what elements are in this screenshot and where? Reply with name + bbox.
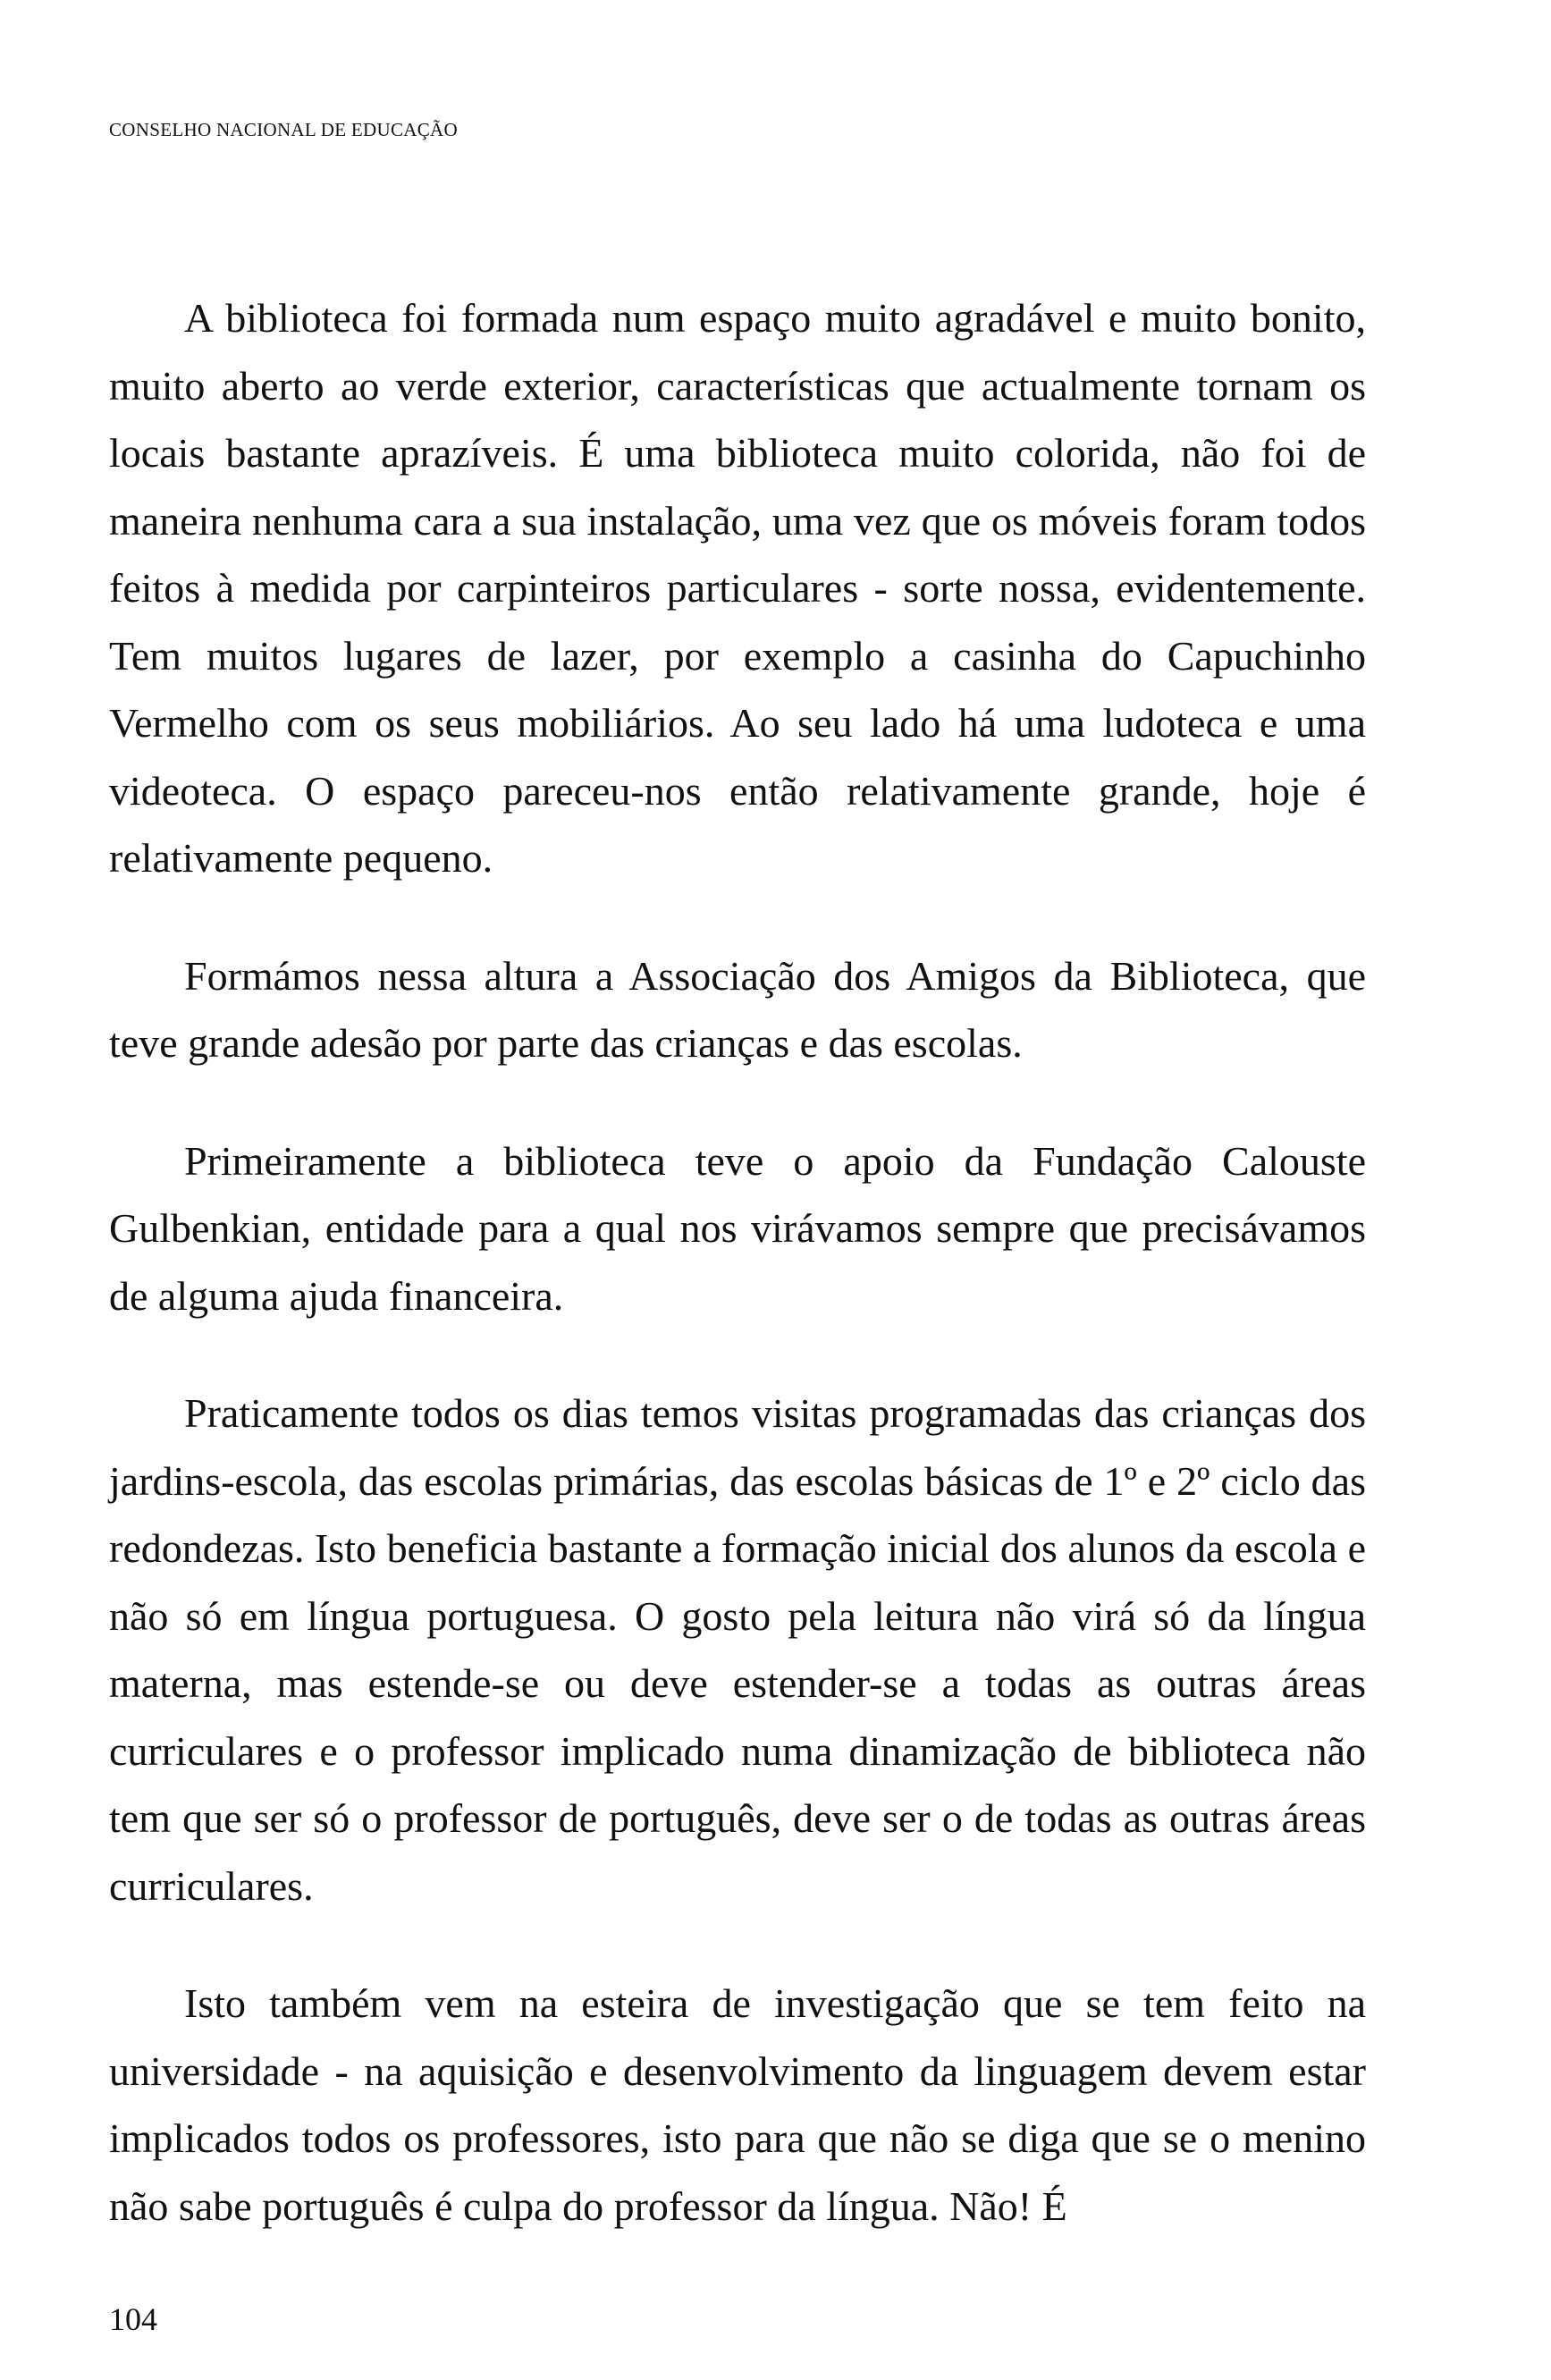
- running-header: CONSELHO NACIONAL DE EDUCAÇÃO: [109, 119, 458, 140]
- body-text: [109, 284, 1366, 2290]
- paragraph-library-space: A biblioteca foi formada num espaço muito agradável e muito bonito, muito aberto ao verde exterior, características que actualmente tornam os locais bastante aprazíveis. É uma biblioteca muito colorida, não foi de maneira nenhuma cara a sua instalação, uma vez que os móveis foram todos feitos à medida por carpinteiros particulares - sorte nossa, evidentemente. Tem muitos lugares de lazer, por exemplo a casinha do Capuchinho Vermelho com os seus mobiliários. Ao seu lado há uma ludoteca e uma videoteca. O espaço pareceu-nos então relativamente grande, hoje é relativamente pequeno.: [109, 295, 1366, 881]
- paragraph-school-visits: Praticamente todos os dias temos visitas programadas das crianças dos jardins-escola, das escolas primárias, das escolas básicas de 1º e 2º ciclo das redondezas. Isto beneficia bastante a formação inicial dos alunos da escola e não só em língua portuguesa. O gosto pela leitura não virá só da língua materna, mas estende-se ou deve estender-se a todas as outras áreas curriculares e o professor implicado numa dinamização de biblioteca não tem que ser só o professor de português, deve ser o de todas as outras áreas curriculares.: [109, 1390, 1366, 1909]
- paragraph-university-research: Isto também vem na esteira de investigação que se tem feito na universidade - na aquisição e desenvolvimento da linguagem devem estar implicados todos os professores, isto para que não se diga que se o menino não sabe português é culpa do professor da língua. Não! É: [109, 1980, 1366, 2229]
- page-number: 104: [109, 2301, 157, 2337]
- paragraph-friends-association: Formámos nessa altura a Associação dos Amigos da Biblioteca, que teve grande adesão por parte das crianças e das escolas.: [109, 952, 1366, 1066]
- paragraph-gulbenkian-support: Primeiramente a biblioteca teve o apoio da Fundação Calouste Gulbenkian, entidade para a qual nos virávamos sempre que precisávamos de alguma ajuda financeira.: [109, 1137, 1366, 1319]
